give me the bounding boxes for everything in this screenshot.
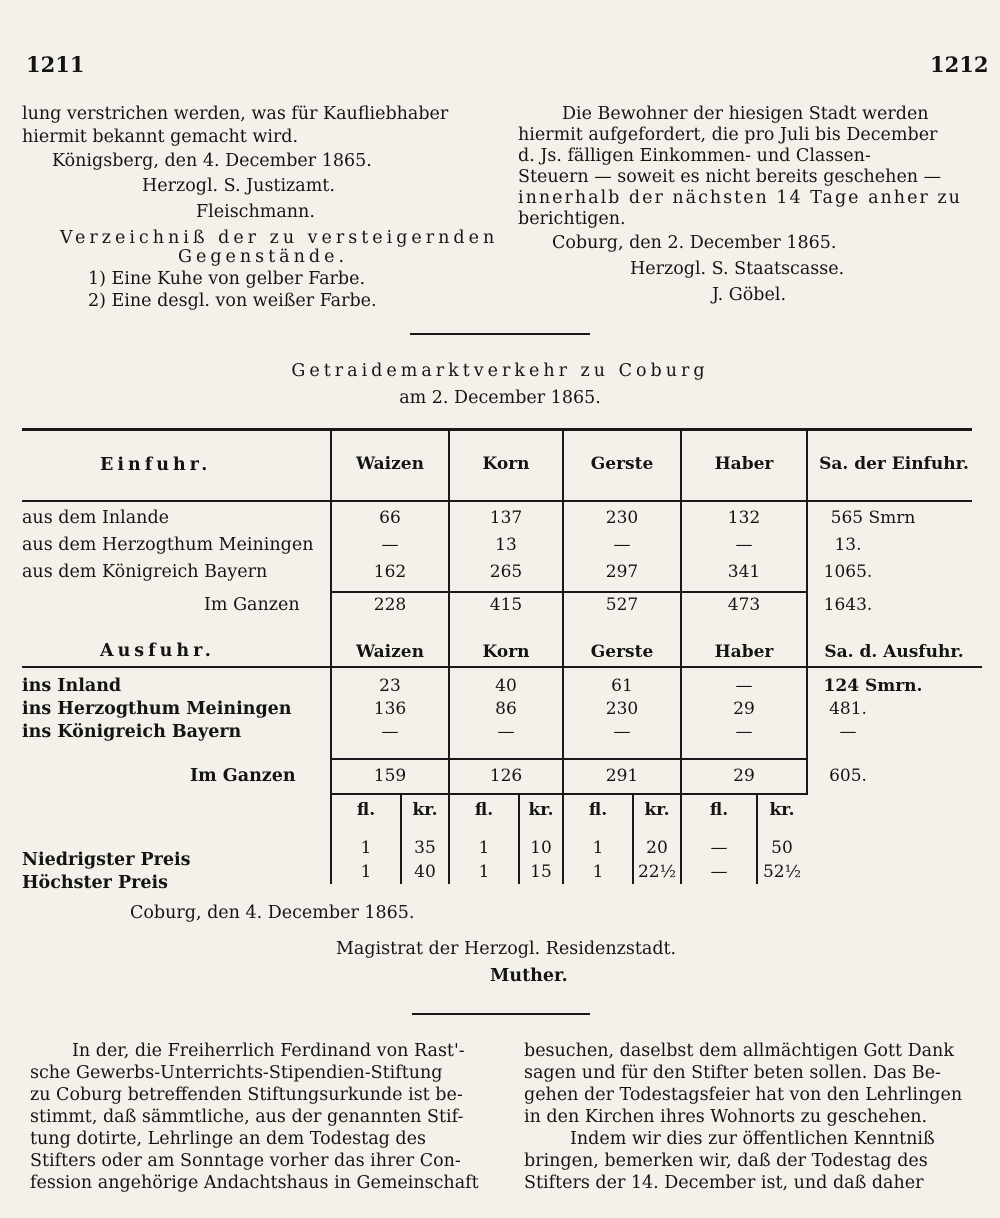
row-label: ins Herzogthum Meiningen [22,699,292,719]
table-cell: 230 [605,508,639,528]
row-label: ins Inland [22,676,122,696]
signer: Muther. [490,966,568,986]
office-name: Herzogl. S. Staatscasse. [630,259,845,279]
table-cell: 50 [771,838,793,858]
table-cell: 1 [478,862,490,882]
table-cell: 473 [727,595,761,615]
table-cell: 61 [611,676,633,696]
table-cell: — [710,838,728,858]
table-cell: 1 [360,862,372,882]
column-header: Sa. d. Ausfuhr. [824,642,964,662]
signer: J. Göbel. [712,285,787,305]
text-line: gehen der Todestagsfeier hat von den Lehrlingen [524,1085,963,1105]
table-rule [22,500,972,502]
row-label: ins Königreich Bayern [22,722,242,742]
place-date: Königsberg, den 4. December 1865. [52,151,372,171]
table-cell: 22½ [637,862,677,882]
text-line: lung verstrichen werden, was für Kaufliebhaber [22,104,449,124]
place-date: Coburg, den 4. December 1865. [130,903,415,923]
table-cell: — [381,722,399,742]
row-label: Im Ganzen [190,766,296,786]
text-line: fession angehörige Andachtshaus in Gemeinschaft [30,1173,479,1193]
text-line: hiermit bekannt gemacht wird. [22,127,299,147]
table-cell: 481. [829,699,867,719]
text-line: Stifters oder am Sonntage vorher das ihrer Con- [30,1151,461,1171]
text-line: d. Js. fälligen Einkommen- und Classen- [518,146,871,166]
table-cell: 86 [495,699,517,719]
text-line: stimmt, daß sämmtliche, aus der genannten Stif- [30,1107,464,1127]
import-header-label: Einfuhr. [100,455,212,475]
column-header: Korn [482,454,530,474]
text-line: In der, die Freiherrlich Ferdinand von Rast'- [72,1041,465,1061]
column-header: Waizen [356,642,424,662]
table-cell: 66 [379,508,401,528]
table-cell: — [735,535,753,555]
table-cell: 565 Smrn [830,508,916,528]
table-cell: — [497,722,515,742]
market-title: Getraidemarktverkehr zu Coburg [291,361,709,381]
table-cell: 1065. [823,562,873,582]
table-rule [330,591,808,593]
table-cell: — [613,722,631,742]
column-header: Waizen [356,454,424,474]
table-cell: 341 [727,562,761,582]
table-cell: 297 [605,562,639,582]
table-cell: 126 [489,766,523,786]
text-line: sagen und für den Stifter beten sollen. Das Be- [524,1063,941,1083]
table-rule [330,793,808,795]
table-cell: 20 [646,838,668,858]
unit-label: fl. [588,800,608,820]
text-line: sche Gewerbs-Unterrichts-Stipendien-Stiftung [30,1063,443,1083]
unit-label: kr. [528,800,554,820]
table-cell: 35 [414,838,436,858]
column-header: Haber [714,642,774,662]
table-cell: 1 [478,838,490,858]
table-cell: 23 [379,676,401,696]
table-cell: 29 [733,699,755,719]
table-cell: 1 [592,862,604,882]
office-name: Herzogl. S. Justizamt. [142,176,335,196]
table-rule [22,666,982,668]
column-header: Sa. der Einfuhr. [819,454,969,474]
list-item: 2) Eine desgl. von weißer Farbe. [88,291,377,311]
table-cell: 162 [373,562,407,582]
table-cell: 15 [530,862,552,882]
table-cell: 137 [489,508,523,528]
unit-label: fl. [356,800,376,820]
table-cell: 527 [605,595,639,615]
list-heading: Gegenstände. [178,247,349,267]
signer: Fleischmann. [196,202,315,222]
table-cell: — [381,535,399,555]
unit-label: fl. [709,800,729,820]
table-cell: — [613,535,631,555]
list-item: 1) Eine Kuhe von gelber Farbe. [88,269,366,289]
column-header: Gerste [590,454,654,474]
text-line: berichtigen. [518,209,626,229]
table-cell: 132 [727,508,761,528]
row-label: aus dem Inlande [22,508,170,528]
table-cell: 40 [414,862,436,882]
table-cell: 1 [360,838,372,858]
page-number-right: 1212 [930,52,989,77]
list-heading: Verzeichniß der zu versteigernden [60,228,499,248]
column-header: Gerste [590,642,654,662]
unit-label: fl. [474,800,494,820]
table-cell: 136 [373,699,407,719]
text-line: Die Bewohner der hiesigen Stadt werden [562,104,929,124]
table-cell: 230 [605,699,639,719]
table-cell: — [839,722,857,742]
page-number-left: 1211 [26,52,85,77]
table-cell: 228 [373,595,407,615]
unit-label: kr. [412,800,438,820]
office-name: Magistrat der Herzogl. Residenzstadt. [336,939,677,959]
table-cell: 1 [592,838,604,858]
place-date: Coburg, den 2. December 1865. [552,233,837,253]
table-cell: 1643. [823,595,873,615]
unit-label: kr. [769,800,795,820]
table-cell: — [735,676,753,696]
text-line: besuchen, daselbst dem allmächtigen Gott Dank [524,1041,954,1061]
separator-rule [412,1013,590,1015]
text-line: tung dotirte, Lehrlinge an dem Todestag des [30,1129,426,1149]
separator-rule [410,333,590,335]
row-label: aus dem Herzogthum Meiningen [22,535,314,555]
text-line: hiermit aufgefordert, die pro Juli bis December [518,125,938,145]
row-label: Im Ganzen [204,595,300,615]
table-cell: — [710,862,728,882]
table-cell: 124 Smrn. [823,676,923,696]
table-top-rule [22,428,972,431]
table-cell: 159 [373,766,407,786]
export-header-label: Ausfuhr. [100,641,215,661]
table-cell: 40 [495,676,517,696]
table-cell: 291 [605,766,639,786]
table-cell: 13. [834,535,862,555]
text-line: bringen, bemerken wir, daß der Todestag des [524,1151,928,1171]
text-line: Stifters der 14. December ist, und daß daher [524,1173,924,1193]
table-cell: 605. [829,766,867,786]
table-cell: 415 [489,595,523,615]
row-label: Höchster Preis [22,873,168,893]
column-header: Haber [714,454,774,474]
table-cell: 52½ [762,862,802,882]
unit-label: kr. [644,800,670,820]
text-line: in den Kirchen ihres Wohnorts zu geschehen. [524,1107,928,1127]
column-header: Korn [482,642,530,662]
market-subtitle: am 2. December 1865. [399,388,601,408]
table-cell: 265 [489,562,523,582]
text-line: Indem wir dies zur öffentlichen Kenntniß [570,1129,935,1149]
text-line: innerhalb der nächsten 14 Tage anher zu [518,188,962,208]
table-cell: 13 [495,535,517,555]
table-cell: 29 [733,766,755,786]
table-cell: 10 [530,838,552,858]
row-label: Niedrigster Preis [22,850,191,870]
table-rule [330,758,808,760]
table-cell: — [735,722,753,742]
row-label: aus dem Königreich Bayern [22,562,268,582]
text-line: zu Coburg betreffenden Stiftungsurkunde ist be- [30,1085,463,1105]
text-line: Steuern — soweit es nicht bereits geschehen — [518,167,942,187]
